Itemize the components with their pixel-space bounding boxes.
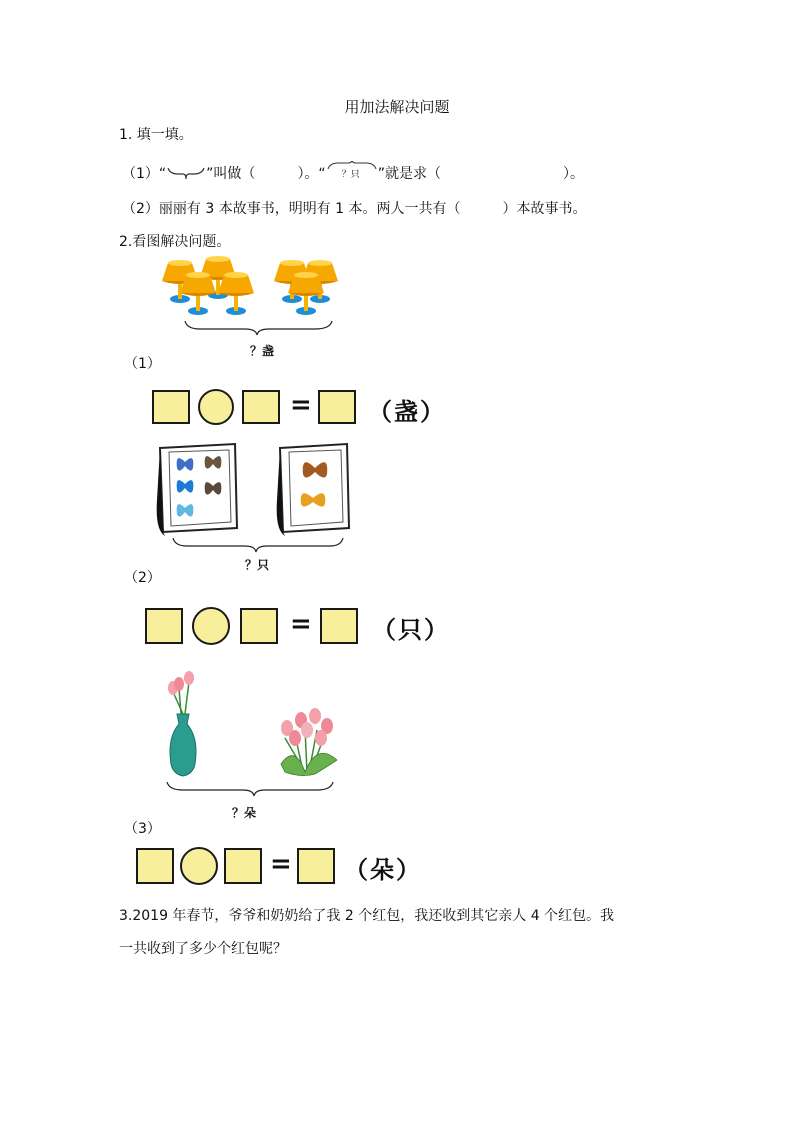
page-title: 用加法解决问题 [344,98,450,116]
answer-box[interactable] [145,608,183,644]
lamps-question-label: ？盏 [250,344,275,358]
answer-box[interactable] [318,390,356,424]
tulip-bunch-icon [281,708,337,776]
q2-part2-num: （2） [124,570,161,586]
q1-part1-line [122,163,584,183]
butterfly-panel-left [157,444,237,536]
butterfly-panel-right [277,444,349,536]
unit-label: （盏） [368,398,446,426]
q2-part1-num: （1） [124,356,161,372]
butterflies-question-label: ？只 [245,558,270,572]
equals-sign: = [270,849,292,879]
answer-box[interactable] [242,390,280,424]
operator-circle[interactable] [198,389,234,425]
answer-box[interactable] [240,608,278,644]
q2-heading: 2.看图解决问题。 [119,234,231,250]
lamps-picture [160,255,350,345]
butterflies-picture [155,440,355,555]
answer-box[interactable] [136,848,174,884]
q1-part1-num: （1）“ [122,166,167,182]
q1-part1-text-b: ）。“ [297,166,326,182]
answer-box[interactable] [320,608,358,644]
answer-box[interactable] [297,848,335,884]
q2-part3-num: （3） [124,821,161,837]
unit-label: （只） [372,616,450,644]
equals-sign: = [290,609,312,639]
q3-line1: 3.2019 年春节，爷爷和奶奶给了我 2 个红包，我还收到其它亲人 4 个红包。我 [119,908,615,924]
q1-part1-text-a: ”叫做（ [206,166,256,182]
operator-circle[interactable] [180,847,218,885]
answer-box[interactable] [152,390,190,424]
q1-part2: （2）丽丽有 3 本故事书，明明有 1 本。两人一共有（ ）本故事书。 [122,201,587,217]
unit-label: （朵） [344,856,422,884]
q1-part1-text-d: ）。 [562,166,584,182]
flowers-question-label: ？朵 [232,806,257,820]
q1-part1-text-c: ”就是求（ [377,166,441,182]
vase-icon [168,671,196,776]
equals-sign: = [290,390,312,420]
small-brace-icon [166,166,206,182]
operator-circle[interactable] [192,607,230,645]
labeled-brace [326,165,378,183]
q1-heading: 1. 填一填。 [119,127,193,143]
flowers-picture [155,668,355,798]
brace-question-label: ？只 [341,170,360,180]
q3-line2: 一共收到了多少个红包呢？ [119,941,287,957]
answer-box[interactable] [224,848,262,884]
